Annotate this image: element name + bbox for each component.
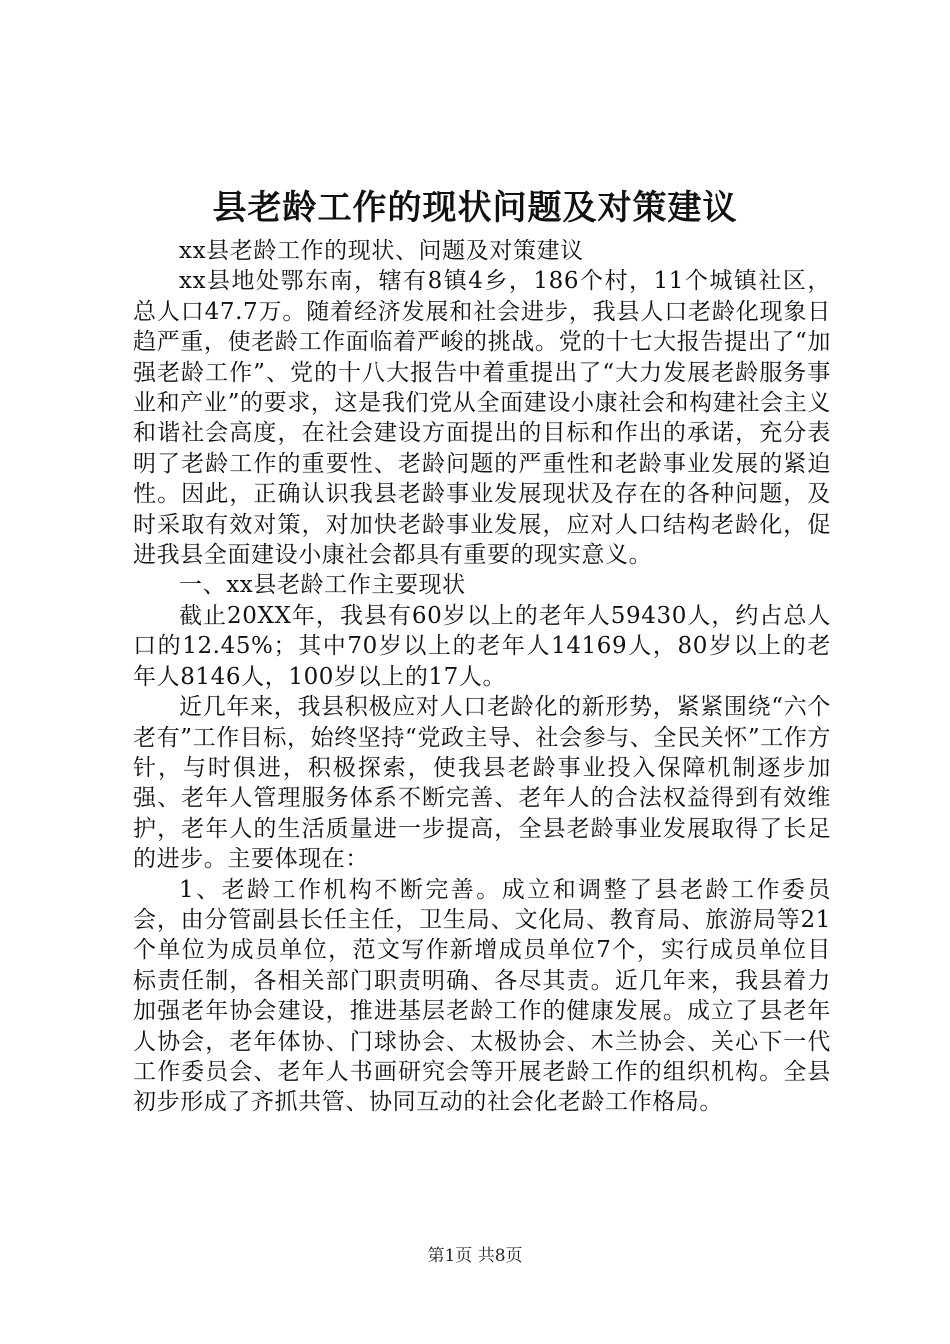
paragraph-subtitle: xx县老龄工作的现状、问题及对策建议 bbox=[179, 238, 584, 264]
page-footer: 第1页 共8页 bbox=[427, 1246, 523, 1266]
paragraph-statistics: 截止20XX年，我县有60岁以上的老年人59430人，约占总人口的12.45%；其中70岁以上的老年人14169人，80岁以上的老年人8146人，100岁以上的17人。 bbox=[133, 602, 831, 690]
paragraph-intro: xx县地处鄂东南，辖有8镇4乡，186个村，11个城镇社区，总人口47.7万。随着经济发展和社会进步，我县人口老龄化现象日趋严重，使老龄工作面临着严峻的挑战。党的十七大报告提出了“加强老龄工作”、党的十八大报告中着重提出了“大力发展老龄服务事业和产业”的要求，这是我们党从全面建设小康社会和构建社会主义和谐社会高度，在社会建设方面提出的目标和作出的承诺，充分表明了老龄工作的重要性、老龄问题的严重性和老龄事业发展的紧迫性。因此，正确认识我县老龄事业发展现状及存在的各种问题，及时采取有效对策，对加快老龄事业发展，应对人口结构老龄化，促进我县全面建设小康社会都具有重要的现实意义。 bbox=[133, 268, 831, 569]
document-title: 县老龄工作的现状问题及对策建议 bbox=[212, 188, 738, 228]
section-heading: 一、xx县老龄工作主要现状 bbox=[179, 572, 466, 599]
paragraph-organization: 1、老龄工作机构不断完善。成立和调整了县老龄工作委员会，由分管副县长任主任，卫生局、文化局、教育局、旅游局等21个单位为成员单位，范文写作新增成员单位7个，实行成员单位目标责任制，各相关部门职责明确、各尽其责。近几年来，我县着力加强老年协会建设，推进基层老龄工作的健康发展。成立了县老年人协会，老年体协、门球协会、太极协会、木兰协会、关心下一代工作委员会、老年人书画研究会等开展老龄工作的组织机构。全县初步形成了齐抓共管、协同互动的社会化老龄工作格局。 bbox=[133, 876, 831, 1116]
paragraph-progress: 近几年来，我县积极应对人口老龄化的新形势，紧紧围绕“六个老有”工作目标，始终坚持“党政主导、社会参与、全民关怀”工作方针，与时俱进，积极探索，使我县老龄事业投入保障机制逐步加强、老年人管理服务体系不断完善、老年人的合法权益得到有效维护，老年人的生活质量进一步提高，全县老龄事业发展取得了长足的进步。主要体现在： bbox=[133, 694, 831, 873]
document-body bbox=[133, 236, 831, 1118]
